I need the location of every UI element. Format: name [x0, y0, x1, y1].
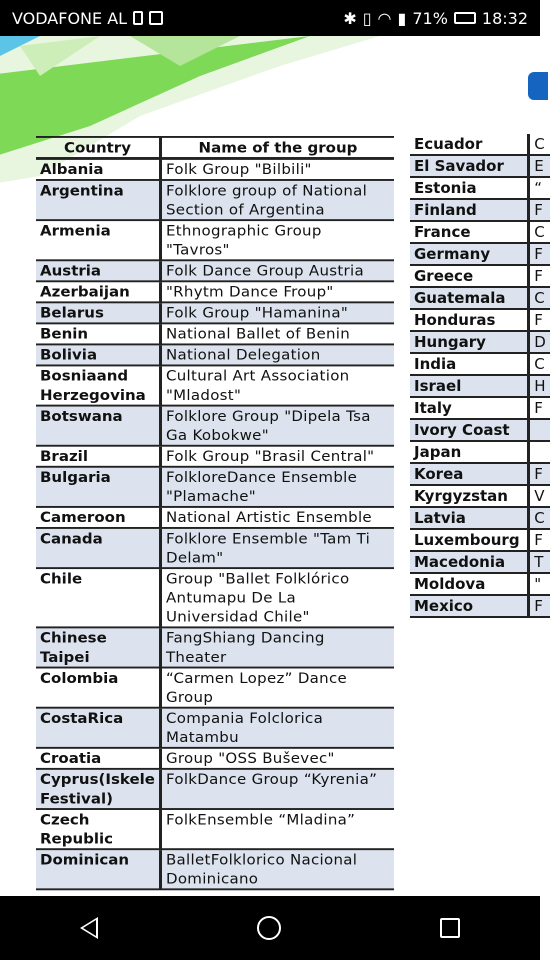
- country-cell: Ivory Coast: [410, 419, 529, 441]
- table-row: [36, 446, 394, 467]
- bluetooth-icon: ✱: [343, 8, 357, 28]
- table-row: [36, 365, 394, 405]
- country-cell: Botswana: [36, 406, 160, 446]
- country-cell: Brazil: [36, 446, 160, 467]
- table-row: [36, 406, 394, 446]
- table-row: [36, 180, 394, 220]
- country-cell: France: [410, 221, 529, 243]
- table-row: [36, 467, 394, 507]
- groups-table-right: [410, 134, 550, 618]
- table-row: [36, 568, 394, 627]
- country-cell: CostaRica: [36, 708, 160, 748]
- country-cell: Dominican: [36, 849, 160, 889]
- table-row: [36, 323, 394, 344]
- country-cell: Hungary: [410, 331, 529, 353]
- group-name-cell: F: [529, 309, 550, 331]
- battery-percent: 71%: [412, 8, 448, 28]
- table-row: [36, 627, 394, 667]
- wifi-icon: ◠: [377, 8, 392, 28]
- group-name-cell: Folklore Group "Dipela Tsa Ga Kobokwe": [160, 406, 394, 446]
- group-name-cell: Group "Ballet Folklórico Antumapu De La Universidad Chile": [160, 568, 394, 627]
- table-row: [410, 221, 550, 243]
- header-group-name: Name of the group: [160, 137, 394, 159]
- country-cell: Moldova: [410, 573, 529, 595]
- group-name-cell: F: [529, 265, 550, 287]
- group-name-cell: Group "OSS Buševec": [160, 748, 394, 769]
- table-row: [410, 287, 550, 309]
- group-name-cell: F: [529, 529, 550, 551]
- table-row: [36, 769, 394, 809]
- table-row: [36, 220, 394, 260]
- back-icon[interactable]: [80, 917, 98, 939]
- country-cell: Mexico: [410, 595, 529, 617]
- table-row: [410, 243, 550, 265]
- country-cell: Korea: [410, 463, 529, 485]
- country-cell: Honduras: [410, 309, 529, 331]
- recent-apps-icon[interactable]: [440, 918, 460, 938]
- group-name-cell: C: [529, 221, 550, 243]
- table-row: [36, 507, 394, 528]
- group-name-cell: "Rhytm Dance Froup": [160, 281, 394, 302]
- country-cell: Colombia: [36, 668, 160, 708]
- group-name-cell: V: [529, 485, 550, 507]
- table-row: [36, 158, 394, 180]
- group-name-cell: F: [529, 463, 550, 485]
- group-name-cell: F: [529, 243, 550, 265]
- clock-time: 18:32: [481, 8, 528, 28]
- country-cell: Estonia: [410, 177, 529, 199]
- group-name-cell: D: [529, 331, 550, 353]
- group-name-cell: National Ballet of Benin: [160, 323, 394, 344]
- header-country: Country: [36, 137, 160, 159]
- country-cell: Bolivia: [36, 344, 160, 365]
- country-cell: Finland: [410, 199, 529, 221]
- group-name-cell: FangShiang Dancing Theater: [160, 627, 394, 667]
- notification-icon: [133, 11, 143, 25]
- table-row: [410, 463, 550, 485]
- group-name-cell: Cultural Art Association "Mladost": [160, 365, 394, 405]
- table-row: [410, 331, 550, 353]
- table-row: [36, 748, 394, 769]
- country-cell: Japan: [410, 441, 529, 463]
- table-row: [36, 302, 394, 323]
- group-name-cell: Folklore group of National Section of Argentina: [160, 180, 394, 220]
- document-page[interactable]: [0, 36, 546, 896]
- country-cell: Croatia: [36, 748, 160, 769]
- table-row: [410, 309, 550, 331]
- vibrate-icon: ▯: [362, 8, 372, 28]
- group-name-cell: F: [529, 199, 550, 221]
- country-cell: El Savador: [410, 155, 529, 177]
- carrier-label: VODAFONE AL: [12, 8, 128, 28]
- table-row: [36, 849, 394, 889]
- group-name-cell: Ethnographic Group "Tavros": [160, 220, 394, 260]
- country-cell: Albania: [36, 158, 160, 180]
- country-cell: Germany: [410, 243, 529, 265]
- logo-fragment: [528, 72, 548, 100]
- country-cell: Argentina: [36, 180, 160, 220]
- country-cell: Belarus: [36, 302, 160, 323]
- table-row: [410, 441, 550, 463]
- group-name-cell: BalletFolklorico Nacional Dominicano: [160, 849, 394, 889]
- group-name-cell: Folk Group "Brasil Central": [160, 446, 394, 467]
- country-cell: Greece: [410, 265, 529, 287]
- group-name-cell: Folk Group "Bilbili": [160, 158, 394, 180]
- country-cell: Macedonia: [410, 551, 529, 573]
- group-name-cell: FolkDance Group “Kyrenia”: [160, 769, 394, 809]
- country-cell: Israel: [410, 375, 529, 397]
- group-name-cell: F: [529, 595, 550, 617]
- home-icon[interactable]: [257, 916, 281, 940]
- table-row: [410, 529, 550, 551]
- group-name-cell: C: [529, 287, 550, 309]
- country-cell: Cyprus(Iskele Festival): [36, 769, 160, 809]
- country-cell: Benin: [36, 323, 160, 344]
- table-row: [410, 551, 550, 573]
- group-name-cell: [529, 441, 550, 463]
- table-row: [410, 265, 550, 287]
- group-name-cell: C: [529, 134, 550, 155]
- group-name-cell: C: [529, 353, 550, 375]
- country-cell: Bosniaand Herzegovina: [36, 365, 160, 405]
- group-name-cell: FolkloreDance Ensemble "Plamache": [160, 467, 394, 507]
- group-name-cell: Compania Folclorica Matambu: [160, 708, 394, 748]
- table-row: [36, 281, 394, 302]
- country-cell: Azerbaijan: [36, 281, 160, 302]
- group-name-cell: National Delegation: [160, 344, 394, 365]
- table-row: [410, 397, 550, 419]
- navigation-bar: [0, 896, 540, 960]
- group-name-cell: “Carmen Lopez” Dance Group: [160, 668, 394, 708]
- group-name-cell: C: [529, 507, 550, 529]
- table-row: [410, 353, 550, 375]
- group-name-cell: H: [529, 375, 550, 397]
- table-row: [36, 708, 394, 748]
- country-cell: Cameroon: [36, 507, 160, 528]
- country-cell: Bulgaria: [36, 467, 160, 507]
- table-row: [410, 134, 550, 155]
- table-row: [410, 507, 550, 529]
- table-row: [410, 375, 550, 397]
- table-row: [36, 809, 394, 849]
- country-cell: Canada: [36, 528, 160, 568]
- country-cell: Ecuador: [410, 134, 529, 155]
- table-row: [36, 260, 394, 281]
- table-row: [36, 344, 394, 365]
- table-row: [410, 199, 550, 221]
- country-cell: Guatemala: [410, 287, 529, 309]
- group-name-cell: National Artistic Ensemble: [160, 507, 394, 528]
- table-row: [410, 485, 550, 507]
- country-cell: Chinese Taipei: [36, 627, 160, 667]
- group-name-cell: “: [529, 177, 550, 199]
- country-cell: Kyrgyzstan: [410, 485, 529, 507]
- group-name-cell: Folklore Ensemble "Tam Ti Delam": [160, 528, 394, 568]
- country-cell: Luxembourg: [410, 529, 529, 551]
- group-name-cell: [529, 419, 550, 441]
- group-name-cell: FolkEnsemble “Mladina”: [160, 809, 394, 849]
- table-row: [410, 595, 550, 617]
- group-name-cell: Folk Dance Group Austria: [160, 260, 394, 281]
- battery-icon: [454, 12, 476, 24]
- groups-table-left: [36, 136, 394, 890]
- group-name-cell: T: [529, 551, 550, 573]
- signal-icon: ▮: [397, 8, 407, 28]
- group-name-cell: E: [529, 155, 550, 177]
- country-cell: Armenia: [36, 220, 160, 260]
- table-row: [410, 177, 550, 199]
- group-name-cell: F: [529, 397, 550, 419]
- app-notification-icon: [149, 11, 163, 25]
- table-row: [36, 528, 394, 568]
- country-cell: Italy: [410, 397, 529, 419]
- table-row: [36, 668, 394, 708]
- status-bar: [0, 0, 540, 36]
- country-cell: Chile: [36, 568, 160, 627]
- group-name-cell: ": [529, 573, 550, 595]
- country-cell: Austria: [36, 260, 160, 281]
- country-cell: Latvia: [410, 507, 529, 529]
- country-cell: Czech Republic: [36, 809, 160, 849]
- country-cell: India: [410, 353, 529, 375]
- table-row: [410, 419, 550, 441]
- table-row: [410, 155, 550, 177]
- group-name-cell: Folk Group "Hamanina": [160, 302, 394, 323]
- table-row: [410, 573, 550, 595]
